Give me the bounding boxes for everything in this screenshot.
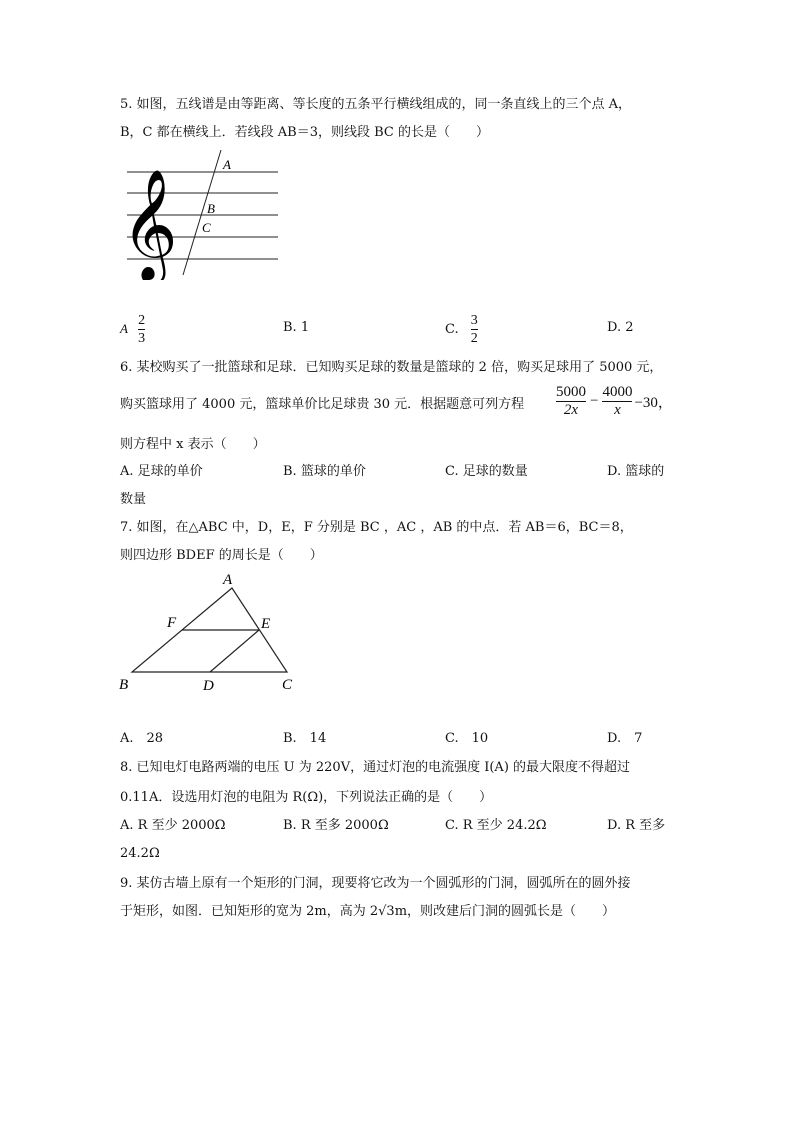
q5-option-a: A $\frac{2}{3}$	[120, 313, 146, 346]
q7-option-b: B. 14	[283, 731, 327, 746]
q6-option-d: D. 篮球的	[607, 464, 665, 479]
q7-option-c: C. 10	[445, 731, 489, 746]
q5-option-c: C. $\frac{3}{2}$	[445, 313, 478, 346]
q6-option-a: A. 足球的单价	[120, 464, 203, 479]
q5-staff-figure	[115, 145, 285, 280]
vertex-b: B	[119, 677, 129, 693]
label-a: A	[223, 157, 231, 172]
q6-line1: 6. 某校购买了一批篮球和足球．已知购买足球的数量是篮球的 2 倍，购买足球用了 5000 元，	[120, 360, 663, 375]
treble-clef-icon: 𝄞	[121, 171, 178, 278]
q7-line1: 7. 如图，在△ABC 中，D，E，F 分别是 BC ，AC ，AB 的中点．若 AB＝6，BC＝8，	[120, 520, 633, 535]
q6-option-d-cont: 数量	[120, 492, 147, 507]
q7-line2: 则四边形 BDEF 的周长是（ ）	[120, 548, 323, 563]
q8-option-a: A. R 至少 2000Ω	[120, 818, 226, 833]
midpoint-f: F	[167, 615, 177, 631]
vertex-a: A	[223, 572, 233, 588]
q8-line2: 0.11A．设选用灯泡的电阻为 R(Ω)，下列说法正确的是（ ）	[120, 790, 493, 805]
q7-option-a: A. 28	[120, 731, 164, 746]
q7-triangle-figure	[115, 568, 305, 696]
q6-equation: $\frac{5000}{2x}$ − $\frac{4000}{x}$ −30，	[556, 384, 673, 418]
label-c: C	[202, 220, 211, 235]
q5-line1: 5. 如图，五线谱是由等距离、等长度的五条平行横线组成的，同一条直线上的三个点 A，	[120, 97, 632, 112]
q9-line2: 于矩形，如图．已知矩形的宽为 2m，高为 2√3m，则改建后门洞的圆弧长是（ ）	[120, 904, 616, 919]
q8-line1: 8. 已知电灯电路两端的电压 U 为 220V，通过灯泡的电流强度 I(A) 的最大限度不得超过	[120, 760, 631, 775]
label-b: B	[207, 201, 215, 216]
q8-option-d-cont: 24.2Ω	[120, 846, 160, 861]
q5-option-b: B. 1	[283, 320, 310, 335]
vertex-c: C	[282, 677, 293, 693]
q5-line2: B，C 都在横线上．若线段 AB＝3，则线段 BC 的长是（ ）	[120, 125, 489, 140]
midpoint-d: D	[203, 678, 214, 694]
q6-option-c: C. 足球的数量	[445, 464, 528, 479]
q7-option-d: D. 7	[607, 731, 643, 746]
q6-option-b: B. 篮球的单价	[283, 464, 366, 479]
q9-line1: 9. 某仿古墙上原有一个矩形的门洞，现要将它改为一个圆弧形的门洞，圆弧所在的圆外接	[120, 876, 631, 891]
q5-option-d: D. 2	[607, 320, 634, 335]
q6-line3: 则方程中 x 表示（ ）	[120, 437, 266, 452]
q8-option-c: C. R 至少 24.2Ω	[445, 818, 547, 833]
q6-line2: 购买篮球用了 4000 元，篮球单价比足球贵 30 元．根据题意可列方程	[120, 397, 525, 412]
midpoint-e: E	[261, 616, 271, 632]
q8-option-b: B. R 至多 2000Ω	[283, 818, 389, 833]
q8-option-d: D. R 至多	[607, 818, 666, 833]
